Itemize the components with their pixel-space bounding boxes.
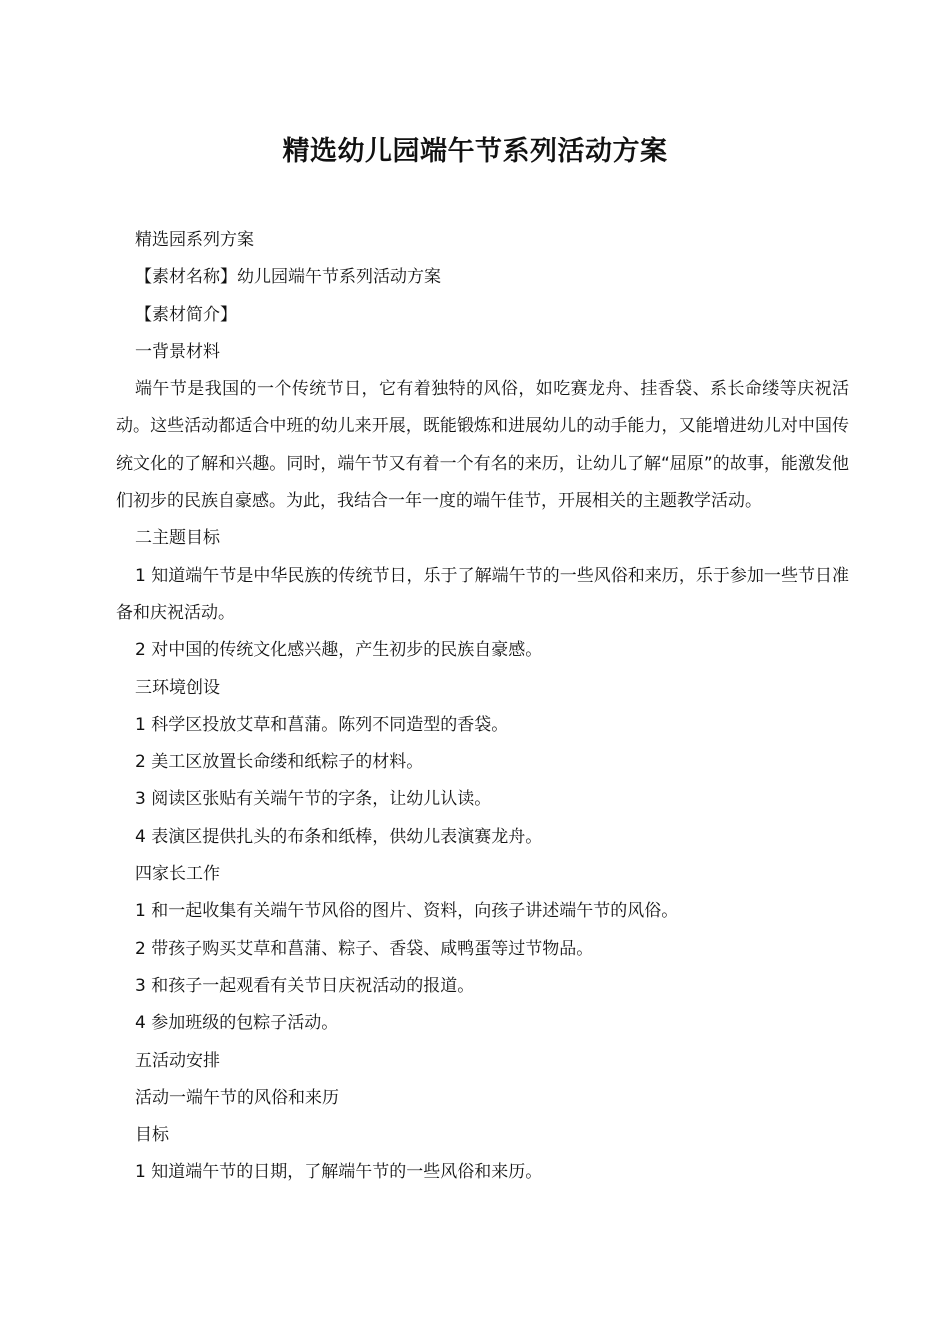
parents-item-2: 2 带孩子购买艾草和菖蒲、粽子、香袋、咸鸭蛋等过节物品。: [135, 938, 594, 959]
parents-item-3: 3 和孩子一起观看有关节日庆祝活动的报道。: [135, 975, 475, 996]
activity-1-goal-heading: 目标: [135, 1125, 169, 1146]
section-heading-environment: 三环境创设: [135, 677, 220, 698]
goal-item-2: 2 对中国的传统文化感兴趣，产生初步的民族自豪感。: [135, 640, 543, 661]
environment-item-4: 4 表演区提供扎头的布条和纸棒，供幼儿表演赛龙舟。: [135, 826, 543, 847]
environment-item-3: 3 阅读区张贴有关端午节的字条，让幼儿认读。: [135, 789, 492, 810]
material-name: 【素材名称】幼儿园端午节系列活动方案: [135, 267, 441, 288]
parents-item-4: 4 参加班级的包粽子活动。: [135, 1013, 339, 1034]
document-body: [116, 222, 849, 1192]
section-heading-schedule: 五活动安排: [135, 1050, 220, 1071]
goal-item-1: 1 知道端午节是中华民族的传统节日，乐于了解端午节的一些风俗和来历，乐于参加一些节日准备和庆祝活动。: [116, 565, 849, 623]
activity-1-title: 活动一端午节的风俗和来历: [135, 1087, 339, 1108]
activity-1-goal-item-1: 1 知道端午节的日期，了解端午节的一些风俗和来历。: [135, 1162, 543, 1183]
parents-item-1: 1 和一起收集有关端午节风俗的图片、资料，向孩子讲述端午节的风俗。: [135, 901, 679, 922]
material-intro-heading: 【素材简介】: [135, 304, 237, 325]
section-heading-goals: 二主题目标: [135, 528, 220, 549]
section-heading-parents: 四家长工作: [135, 864, 220, 885]
environment-item-2: 2 美工区放置长命缕和纸粽子的材料。: [135, 752, 424, 773]
document-title: 精选幼儿园端午节系列活动方案: [282, 136, 668, 167]
background-paragraph: 端午节是我国的一个传统节日，它有着独特的风俗，如吃赛龙舟、挂香袋、系长命缕等庆祝活动。这些活动都适合中班的幼儿来开展，既能锻炼和进展幼儿的动手能力，又能增进幼儿对中国传统文化的了解和兴趣。同时，端午节又有着一个有名的来历，让幼儿了解“屈原”的故事，能激发他们初步的民族自豪感。为此，我结合一年一度的端午佳节，开展相关的主题教学活动。: [116, 379, 849, 512]
environment-item-1: 1 科学区投放艾草和菖蒲。陈列不同造型的香袋。: [135, 714, 509, 735]
series-label: 精选园系列方案: [135, 230, 254, 250]
section-heading-background: 一背景材料: [135, 341, 220, 362]
